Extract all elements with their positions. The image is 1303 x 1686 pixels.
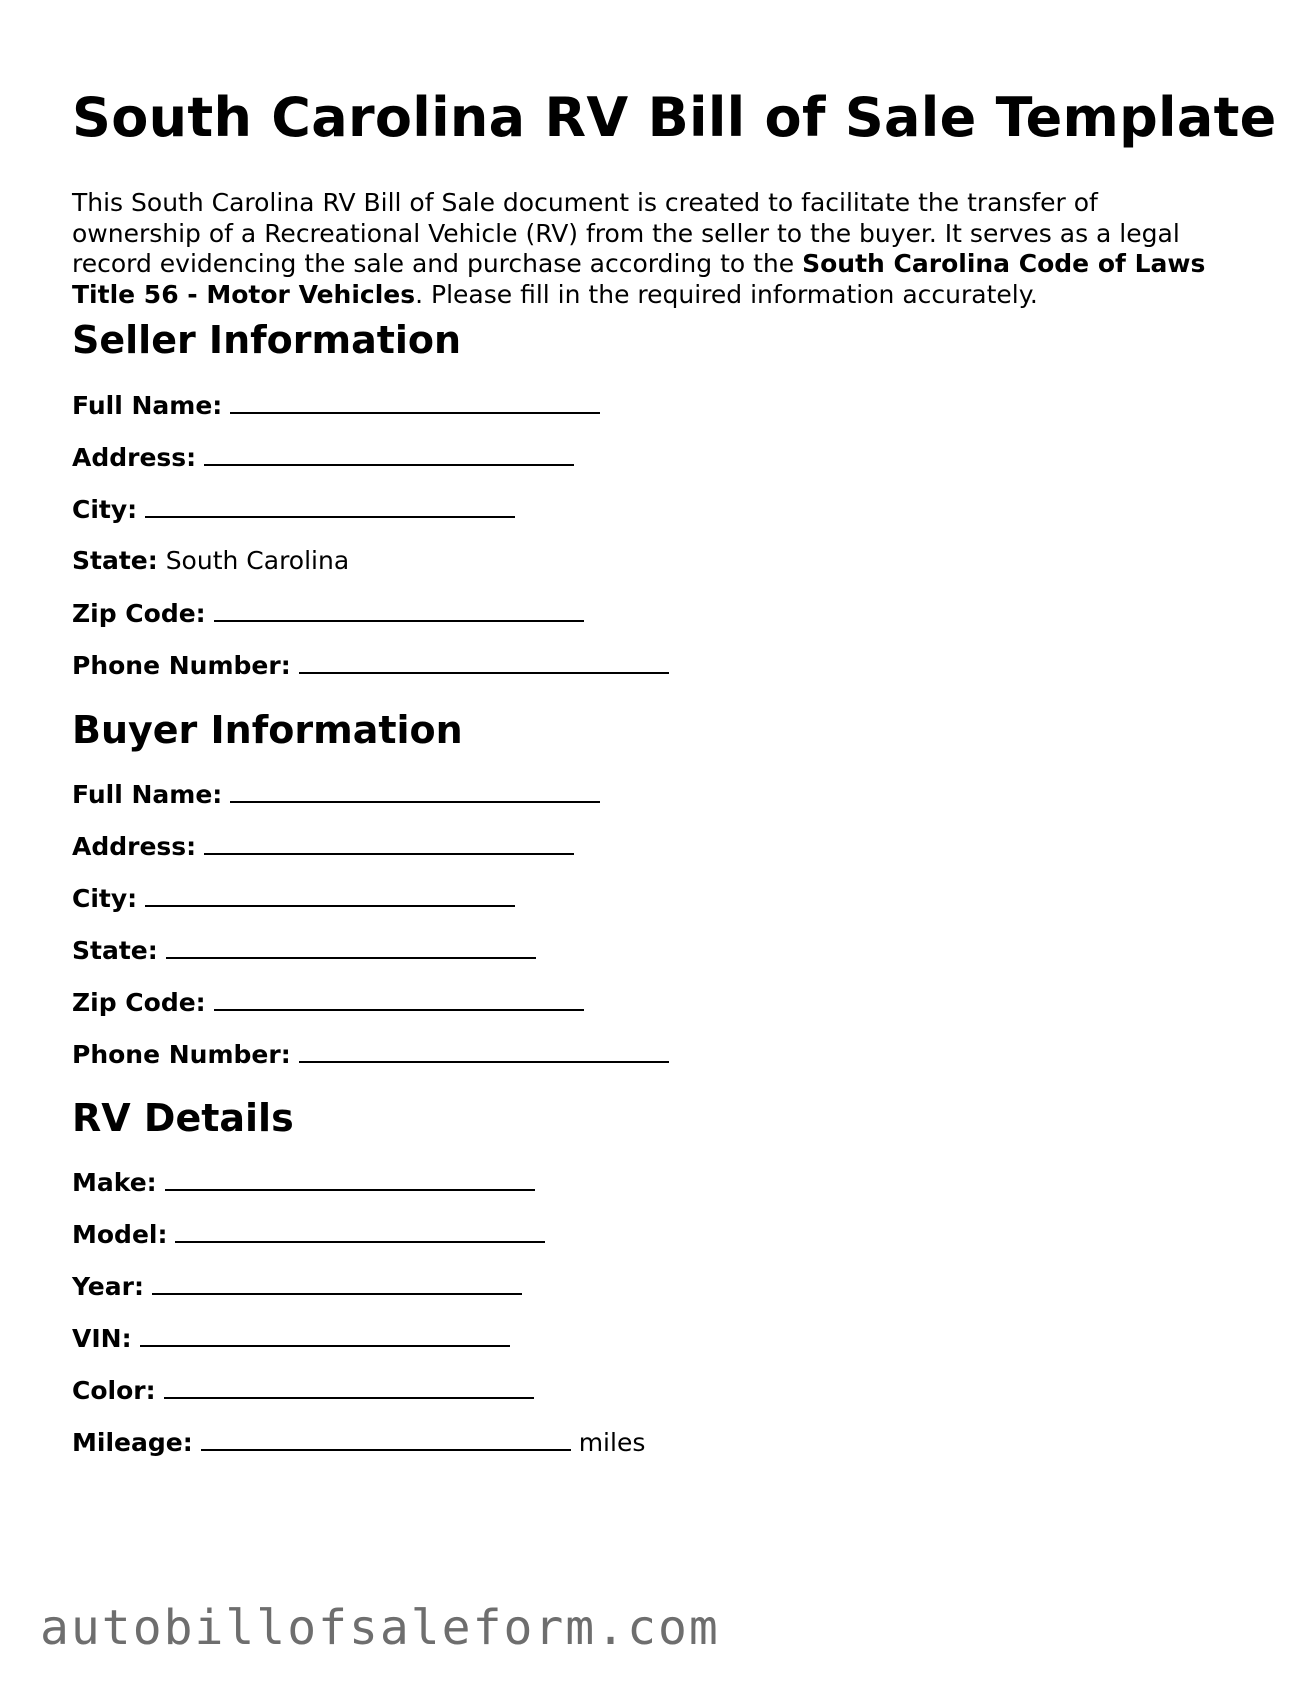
buyer-full-name-field[interactable] — [72, 779, 600, 810]
buyer-address-field[interactable] — [72, 831, 574, 862]
rv-color-label: Color: — [72, 1376, 156, 1405]
buyer-state-label: State: — [72, 936, 158, 965]
seller-city-field[interactable] — [72, 494, 515, 525]
seller-heading: Seller Information — [72, 318, 462, 362]
rv-vin-label: VIN: — [72, 1324, 132, 1353]
rv-vin-field[interactable] — [72, 1323, 510, 1354]
intro-text-1: This South Carolina RV Bill of Sale document is created to facilitate the transfer of ownership of a Recreational Vehicle (RV) from the seller to the buyer. It serves as a legal record evidencing the sale and purchase according to the — [72, 188, 1180, 278]
seller-zip-field[interactable] — [72, 598, 584, 629]
rv-year-field[interactable] — [72, 1271, 522, 1302]
site-watermark: autobillofsaleform.com — [40, 1600, 720, 1656]
seller-phone-blank[interactable] — [299, 650, 669, 674]
seller-zip-label: Zip Code: — [72, 599, 206, 628]
seller-state-field — [72, 546, 349, 576]
seller-phone-field[interactable] — [72, 650, 669, 681]
rv-model-label: Model: — [72, 1220, 168, 1249]
seller-address-field[interactable] — [72, 442, 574, 473]
buyer-zip-field[interactable] — [72, 987, 584, 1018]
seller-state-label: State: — [72, 546, 158, 575]
buyer-heading: Buyer Information — [72, 708, 463, 752]
buyer-address-blank[interactable] — [204, 831, 574, 855]
buyer-address-label: Address: — [72, 832, 197, 861]
buyer-phone-blank[interactable] — [299, 1039, 669, 1063]
rv-mileage-unit: miles — [578, 1428, 646, 1457]
rv-vin-blank[interactable] — [140, 1323, 510, 1347]
buyer-city-label: City: — [72, 884, 138, 913]
rv-details-heading: RV Details — [72, 1096, 294, 1140]
rv-year-label: Year: — [72, 1272, 144, 1301]
seller-full-name-blank[interactable] — [230, 390, 600, 414]
rv-make-blank[interactable] — [165, 1167, 535, 1191]
rv-color-field[interactable] — [72, 1375, 534, 1406]
seller-phone-label: Phone Number: — [72, 651, 291, 680]
rv-color-blank[interactable] — [164, 1375, 534, 1399]
buyer-city-field[interactable] — [72, 883, 515, 914]
seller-address-label: Address: — [72, 443, 197, 472]
rv-model-blank[interactable] — [175, 1219, 545, 1243]
seller-city-blank[interactable] — [145, 494, 515, 518]
seller-full-name-label: Full Name: — [72, 391, 223, 420]
rv-mileage-label: Mileage: — [72, 1428, 193, 1457]
buyer-phone-label: Phone Number: — [72, 1040, 291, 1069]
buyer-zip-blank[interactable] — [214, 987, 584, 1011]
buyer-zip-label: Zip Code: — [72, 988, 206, 1017]
rv-year-blank[interactable] — [152, 1271, 522, 1295]
seller-full-name-field[interactable] — [72, 390, 600, 421]
seller-zip-blank[interactable] — [214, 598, 584, 622]
intro-text-2: . Please fill in the required information accurately. — [415, 279, 1038, 309]
seller-state-value: South Carolina — [165, 546, 350, 575]
seller-address-blank[interactable] — [204, 442, 574, 466]
buyer-city-blank[interactable] — [145, 883, 515, 907]
rv-make-field[interactable] — [72, 1167, 535, 1198]
rv-make-label: Make: — [72, 1168, 157, 1197]
rv-model-field[interactable] — [72, 1219, 545, 1250]
intro-law-reference: South Carolina Code of Laws Title 56 - Motor Vehicles — [72, 249, 1206, 309]
rv-mileage-field[interactable] — [72, 1427, 645, 1458]
buyer-full-name-blank[interactable] — [230, 779, 600, 803]
page-title: South Carolina RV Bill of Sale Template — [72, 86, 1277, 149]
seller-city-label: City: — [72, 495, 138, 524]
rv-mileage-blank[interactable] — [201, 1427, 571, 1451]
buyer-full-name-label: Full Name: — [72, 780, 223, 809]
intro-paragraph — [72, 188, 1222, 310]
buyer-state-field[interactable] — [72, 935, 536, 966]
buyer-phone-field[interactable] — [72, 1039, 669, 1070]
buyer-state-blank[interactable] — [166, 935, 536, 959]
